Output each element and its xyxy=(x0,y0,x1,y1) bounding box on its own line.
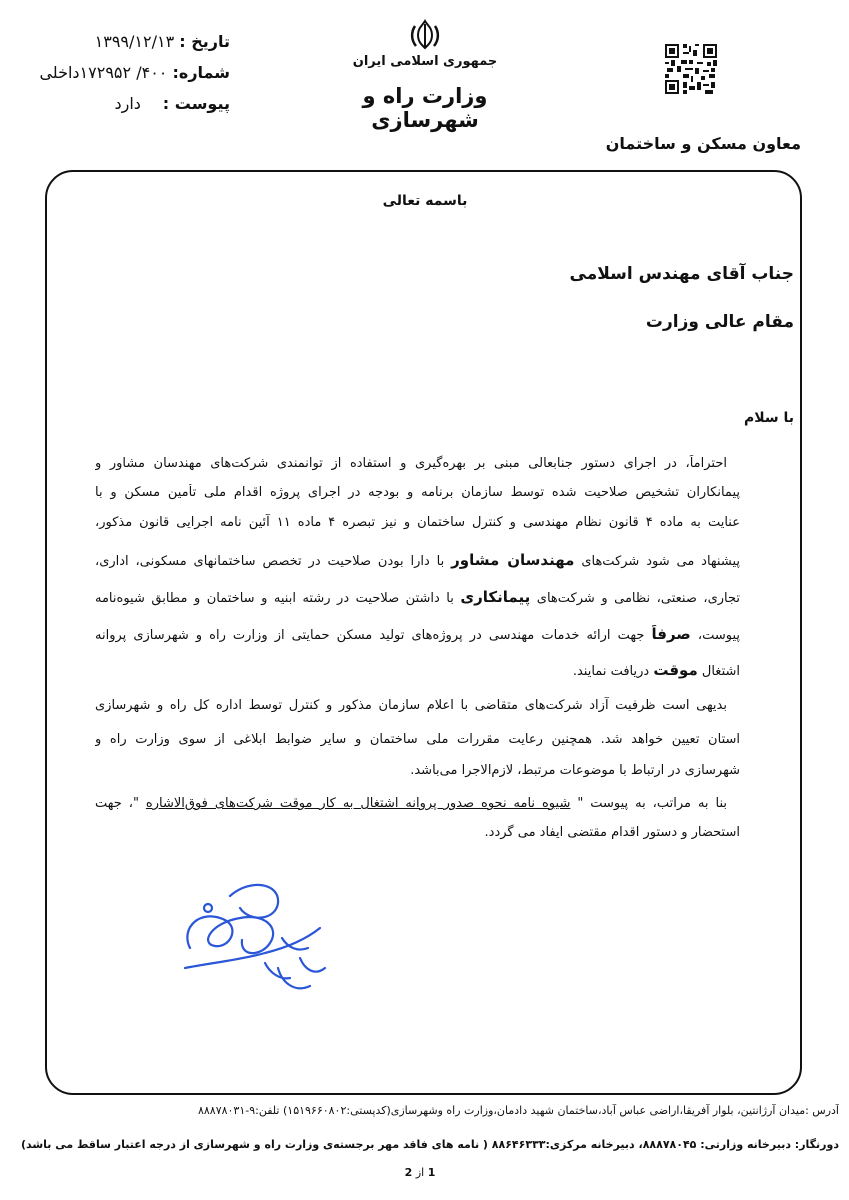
qr-code-icon xyxy=(665,44,717,94)
signature-image xyxy=(170,868,340,1008)
body-line: پیوست، صرفاً جهت ارائه خدمات مهندسی در پروژه‌های تولید مسکن حمایتی از وزارت راه و شهرسازی پروانه xyxy=(95,625,740,643)
number-label: شماره: xyxy=(172,63,230,82)
recipient-name: جناب آقای مهندس اسلامی xyxy=(569,264,794,284)
body-line: پیشنهاد می شود شرکت‌های مهندسان مشاور با دارا بودن صلاحیت در تخصص ساختمانهای مسکونی، اداری، xyxy=(95,551,740,569)
deputy-title: معاون مسکن و ساختمان xyxy=(605,134,801,153)
footer-fax: دورنگار: دبیرخانه وزارتی: ۸۸۸۷۸۰۴۵، دبیرخانه مرکزی:۸۸۶۴۶۳۳۳ ( نامه های فاقد مهر برجسته‌ی وزارت راه و شهرسازی از درجه اعتبار ساقط می باشد) xyxy=(20,1138,839,1151)
greeting: با سلام xyxy=(743,410,794,426)
body-line: اشتغال موقت دریافت نمایند. xyxy=(572,661,740,679)
body-line: شهرسازی در ارتباط با موضوعات مرتبط، لازم‌الاجرا می‌باشد. xyxy=(410,763,740,778)
attachment-row xyxy=(30,94,230,113)
recipient-title: مقام عالی وزارت xyxy=(645,312,794,332)
number-row xyxy=(30,63,230,82)
footer-address: آدرس :میدان آرژانتین، بلوار آفریقا،اراضی عباس آباد،ساختمان شهید دادمان،وزارت راه وشهرسازی(کدپستی:۱۵۱۹۶۶۰۸۰۲) تلفن:۹-۸۸۸۷۸۰۳۱ xyxy=(197,1104,839,1117)
body-line: پیمانکاران تشخیص صلاحیت شده توسط سازمان برنامه و بودجه در اجرای پروژه اقدام ملی تأمین مسکن و با xyxy=(95,485,740,500)
page-number: 1 از 2 xyxy=(404,1166,436,1179)
attachment-label: پیوست : xyxy=(162,94,230,113)
body-line: استان تعیین خواهد شد. همچنین رعایت مقررات ملی ساختمان و سایر ضوابط ابلاغی از سوی وزارت راه و xyxy=(95,732,740,747)
body-line: تجاری، صنعتی، نظامی و شرکت‌های پیمانکاری با داشتن صلاحیت در رشته ابنیه و ساختمان و مطابق شیوه‌نامه xyxy=(95,588,740,606)
emphasis-contracting: پیمانکاری xyxy=(460,588,531,606)
emphasis-consultants: مهندسان مشاور xyxy=(451,551,575,569)
body-line: بدیهی است ظرفیت آزاد شرکت‌های متقاضی با اعلام سازمان مذکور و کنترل توسط اداره کل راه و شهرسازی xyxy=(95,698,727,713)
ministry-title: وزارت راه و شهرسازی xyxy=(362,84,488,132)
attachment-title: شیوه نامه نحوه صدور پروانه اشتغال به کار موقت شرکت‌های فوق‌الاشاره xyxy=(145,796,571,811)
attachment-value: دارد xyxy=(114,94,141,113)
number-value: ۴۰۰/ ۱۷۲۹۵۲داخلی xyxy=(39,63,168,82)
body-line: عنایت به ماده ۴ قانون نظام مهندسی و کنترل ساختمان و نیز تبصره ۴ ماده ۱۱ آئین نامه اجرایی قانون مذکور، xyxy=(95,515,740,530)
date-row xyxy=(30,32,230,51)
bismillah: باسمه تعالی xyxy=(382,193,468,209)
iran-emblem-icon xyxy=(408,18,442,52)
republic-title: جمهوری اسلامی ایران xyxy=(352,54,498,69)
date-value: ۱۳۹۹/۱۲/۱۳ xyxy=(94,32,175,51)
emphasis-temporary: موقت xyxy=(653,661,698,679)
body-line: استحضار و دستور اقدام مقتضی ایفاد می گردد. xyxy=(484,825,740,840)
emphasis-only: صرفاً xyxy=(651,625,691,643)
date-label: تاریخ : xyxy=(179,32,230,51)
body-line: احتراماً، در اجرای دستور جنابعالی مبنی بر بهره‌گیری و استفاده از توانمندی شرکت‌های مهندسان مشاور و xyxy=(95,456,727,471)
body-line: بنا به مراتب، به پیوست " شیوه نامه نحوه صدور پروانه اشتغال به کار موقت شرکت‌های فوق‌الاشاره "، جهت xyxy=(95,796,727,811)
